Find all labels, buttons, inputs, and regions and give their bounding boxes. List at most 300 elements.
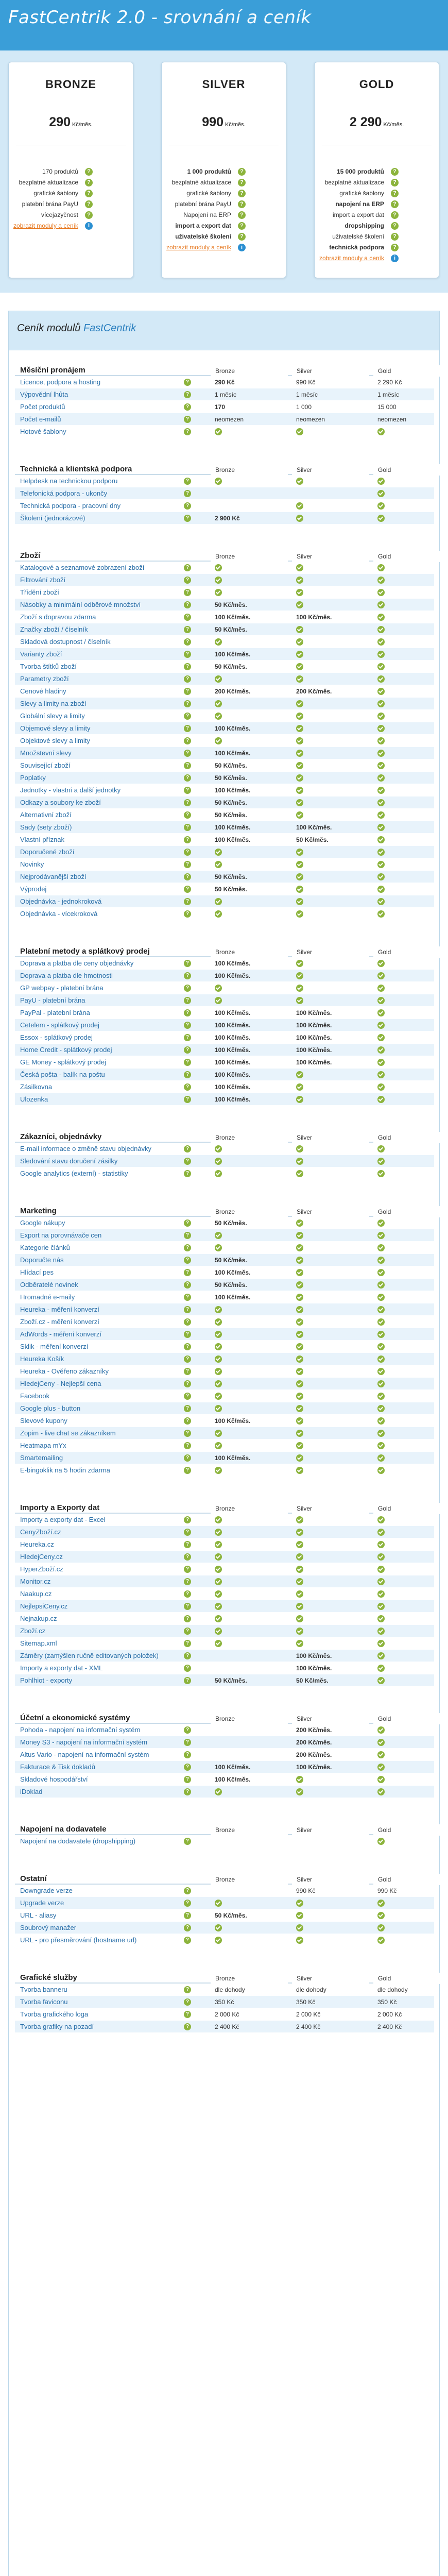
feature-link[interactable]: Pohlhiot - exporty <box>20 1676 73 1684</box>
cell-bronze <box>211 1922 222 1934</box>
feature-link[interactable]: Tvorba grafiky na pozadí <box>20 2023 94 2030</box>
help-icon[interactable]: ? <box>238 200 246 208</box>
help-icon[interactable]: ? <box>184 688 191 695</box>
cell-silver <box>292 611 332 623</box>
help-icon[interactable]: ? <box>184 886 191 893</box>
help-icon[interactable]: ? <box>184 787 191 794</box>
check-icon <box>215 1529 222 1536</box>
feature-link[interactable]: Zopim - live chat se zákazníkem <box>20 1429 116 1437</box>
feature-link[interactable]: Export na porovnávače cen <box>20 1231 102 1239</box>
cell-silver <box>292 735 303 747</box>
help-icon[interactable]: ? <box>184 626 191 633</box>
help-icon[interactable]: ? <box>184 651 191 658</box>
feature-link[interactable]: Facebook <box>20 1392 50 1400</box>
feature-link[interactable]: Poplatky <box>20 774 46 782</box>
help-icon[interactable]: ? <box>184 1467 191 1474</box>
help-icon[interactable]: ? <box>184 910 191 918</box>
help-icon[interactable]: ? <box>184 1924 191 1931</box>
cell-bronze <box>211 1514 222 1526</box>
help-icon[interactable]: ? <box>184 1219 191 1227</box>
check-icon <box>377 725 385 732</box>
feature-link[interactable]: Tvorba banneru <box>20 1986 67 1993</box>
feature-link[interactable]: Násobky a minimální odběrové množství <box>20 601 141 608</box>
help-icon[interactable]: ? <box>85 179 93 187</box>
help-icon[interactable]: ? <box>184 799 191 806</box>
help-icon[interactable]: ? <box>184 1529 191 1536</box>
help-icon[interactable]: ? <box>184 1244 191 1251</box>
help-icon[interactable]: ? <box>184 750 191 757</box>
plan-card-gold <box>314 62 439 278</box>
feature-link[interactable]: AdWords - měření konverzí <box>20 1330 101 1338</box>
feature-link[interactable]: Essox - splátkový prodej <box>20 1033 93 1041</box>
feature-link[interactable]: Money S3 - napojení na informační systém <box>20 1738 148 1746</box>
help-icon[interactable]: ? <box>391 211 399 219</box>
feature-link[interactable]: Zboží.cz - měření konverzí <box>20 1318 99 1326</box>
help-icon[interactable]: ? <box>184 379 191 386</box>
help-icon[interactable]: ? <box>184 515 191 522</box>
help-icon[interactable]: ? <box>184 502 191 510</box>
help-icon[interactable]: ? <box>184 725 191 732</box>
help-icon[interactable]: ? <box>85 168 93 176</box>
cell-gold <box>373 1242 385 1254</box>
help-icon[interactable]: ? <box>184 1393 191 1400</box>
cell-gold <box>373 413 406 426</box>
help-icon[interactable]: ? <box>184 1034 191 1041</box>
feature-link[interactable]: Alternativní zboží <box>20 811 72 819</box>
feature-link[interactable]: Objektové slevy a limity <box>20 737 90 744</box>
help-icon[interactable]: ? <box>184 1912 191 1919</box>
feature-link[interactable]: Skladové hospodářství <box>20 1775 88 1783</box>
feature-link[interactable]: Vlastní příznak <box>20 836 64 843</box>
cell-bronze <box>211 710 222 722</box>
help-icon[interactable]: ? <box>184 873 191 880</box>
help-icon[interactable]: ? <box>184 614 191 621</box>
help-icon[interactable]: ? <box>184 1096 191 1103</box>
help-icon[interactable]: ? <box>184 1022 191 1029</box>
feature-link[interactable]: Zboží.cz <box>20 1627 46 1635</box>
feature-link[interactable]: HledejCeny.cz <box>20 1553 63 1561</box>
feature-link[interactable]: iDoklad <box>20 1788 43 1795</box>
cell-value: 200 Kč/měs. <box>215 688 251 695</box>
check-icon <box>377 997 385 1004</box>
feature-link[interactable]: Doporučené zboží <box>20 848 75 856</box>
help-icon[interactable]: ? <box>184 1998 191 2006</box>
help-icon[interactable]: ? <box>184 972 191 979</box>
help-icon[interactable]: ? <box>184 1516 191 1523</box>
feature-link[interactable]: Napojení na dodavatele (dropshipping) <box>20 1837 136 1845</box>
help-icon[interactable]: ? <box>85 190 93 197</box>
feature-link[interactable]: Počet e-mailů <box>20 415 61 423</box>
feature-link[interactable]: Importy a exporty dat - Excel <box>20 1516 106 1523</box>
feature-link[interactable]: URL - pro přesměrování (hostname url) <box>20 1936 137 1944</box>
check-icon <box>377 601 385 608</box>
help-icon[interactable]: ? <box>184 1986 191 1993</box>
feature-link[interactable]: Školení (jednorázové) <box>20 514 85 522</box>
feature-link[interactable]: Odběratelé novinek <box>20 1281 78 1289</box>
help-icon[interactable]: ? <box>391 200 399 208</box>
help-icon[interactable]: ? <box>184 1318 191 1326</box>
feature-link[interactable]: Slevové kupony <box>20 1417 67 1425</box>
help-icon[interactable]: ? <box>184 1306 191 1313</box>
section-rows <box>15 1514 434 1687</box>
feature-link[interactable]: Tvorba štítků zboží <box>20 663 77 670</box>
help-icon[interactable]: ? <box>184 601 191 608</box>
feature-link[interactable]: Množstevní slevy <box>20 749 72 757</box>
feature-link[interactable]: Sklik - měření konverzí <box>20 1343 89 1350</box>
help-icon[interactable]: ? <box>184 1405 191 1412</box>
help-icon[interactable]: ? <box>184 1788 191 1795</box>
help-icon[interactable]: ? <box>184 1665 191 1672</box>
help-icon[interactable]: ? <box>184 1269 191 1276</box>
help-icon[interactable]: ? <box>184 1071 191 1078</box>
help-icon[interactable]: ? <box>184 836 191 843</box>
table-row <box>15 1563 434 1575</box>
help-icon[interactable]: ? <box>184 1294 191 1301</box>
help-icon[interactable]: ? <box>184 1083 191 1091</box>
help-icon[interactable]: ? <box>184 675 191 683</box>
cell-value: 1 000 <box>296 403 312 411</box>
cell-value: 100 Kč/měs. <box>215 614 251 621</box>
plan-modules-link[interactable] <box>315 253 439 264</box>
help-icon[interactable]: ? <box>184 960 191 967</box>
table-row <box>15 1897 434 1909</box>
help-icon[interactable]: ? <box>184 1640 191 1647</box>
cell-bronze <box>211 1650 215 1662</box>
check-icon <box>296 1318 303 1326</box>
help-icon[interactable]: ? <box>184 2023 191 2030</box>
help-icon[interactable]: ? <box>184 1887 191 1894</box>
feature-link[interactable]: Downgrade verze <box>20 1887 73 1894</box>
feature-link[interactable]: Heureka.cz <box>20 1540 54 1548</box>
feature-link[interactable]: Skladová dostupnost / číselník <box>20 638 111 646</box>
section-rows <box>15 1217 434 1477</box>
help-icon[interactable]: ? <box>184 1454 191 1462</box>
check-icon <box>377 886 385 893</box>
feature-link[interactable]: Objemové slevy a limity <box>20 724 91 732</box>
feature-link[interactable]: Home Credit - splátkový prodej <box>20 1046 112 1054</box>
help-icon[interactable]: ? <box>184 713 191 720</box>
cell-value: 100 Kč/měs. <box>215 1034 251 1041</box>
feature-link[interactable]: Google nákupy <box>20 1219 65 1227</box>
feature-link[interactable]: Licence, podpora a hosting <box>20 378 101 386</box>
help-icon[interactable]: ? <box>184 1937 191 1944</box>
help-icon[interactable]: ? <box>391 233 399 241</box>
help-icon[interactable]: ? <box>184 663 191 670</box>
feature-link[interactable]: Tvorba grafického loga <box>20 2010 89 2018</box>
cell-bronze <box>211 660 247 673</box>
help-icon[interactable]: ? <box>184 1380 191 1387</box>
help-icon[interactable]: ? <box>184 1170 191 1177</box>
help-icon[interactable]: ? <box>391 222 399 230</box>
help-icon[interactable]: ? <box>184 1603 191 1610</box>
help-icon[interactable]: ? <box>184 1368 191 1375</box>
feature-link[interactable]: Parametry zboží <box>20 675 69 683</box>
feature-link[interactable]: Filtrování zboží <box>20 576 66 584</box>
feature-link[interactable]: Počet produktů <box>20 403 65 411</box>
feature-link[interactable]: Sledování stavu doručení zásilky <box>20 1157 118 1165</box>
cell-silver <box>292 994 303 1007</box>
table-row <box>15 1081 434 1093</box>
help-icon[interactable]: ? <box>391 179 399 187</box>
help-icon[interactable]: ? <box>184 416 191 423</box>
check-icon <box>377 1726 385 1734</box>
feature-link[interactable]: Jednotky - vlastní a další jednotky <box>20 786 121 794</box>
help-icon[interactable]: ? <box>184 1059 191 1066</box>
help-icon[interactable]: ? <box>184 1566 191 1573</box>
info-icon[interactable]: i <box>391 255 399 262</box>
feature-link[interactable]: Související zboží <box>20 761 71 769</box>
help-icon[interactable]: ? <box>238 211 246 219</box>
help-icon[interactable]: ? <box>184 638 191 646</box>
column-header-silver: Silver <box>292 1713 369 1724</box>
help-icon[interactable]: ? <box>238 168 246 176</box>
help-icon[interactable]: ? <box>184 1776 191 1783</box>
feature-link[interactable]: Hromadné e-maily <box>20 1293 75 1301</box>
feature-link[interactable]: CenyZboží.cz <box>20 1528 61 1536</box>
cell-bronze <box>211 994 222 1007</box>
cell-value: 100 Kč/měs. <box>215 1294 251 1301</box>
feature-link[interactable]: Záměry (zamýšlen ručně editovaných položek) <box>20 1652 159 1659</box>
help-icon[interactable]: ? <box>391 190 399 197</box>
feature-link[interactable]: URL - aliasy <box>20 1911 57 1919</box>
help-icon[interactable]: ? <box>184 997 191 1004</box>
feature-link[interactable]: Zásilkovna <box>20 1083 53 1091</box>
cell-value: 100 Kč/měs. <box>215 651 251 658</box>
feature-link[interactable]: Doprava a platba dle ceny objednávky <box>20 959 134 967</box>
help-icon[interactable]: ? <box>184 1900 191 1907</box>
feature-link[interactable]: Globální slevy a limity <box>20 712 85 720</box>
help-icon[interactable]: ? <box>184 1652 191 1659</box>
feature-link[interactable]: Google plus - button <box>20 1404 81 1412</box>
help-icon[interactable]: ? <box>184 391 191 398</box>
cell-value: dle dohody <box>296 1986 326 1993</box>
feature-link[interactable]: Hlídací pes <box>20 1268 54 1276</box>
feature-link[interactable]: Sady (sety zboží) <box>20 823 72 831</box>
plan-feature <box>315 166 439 177</box>
feature-link[interactable]: Upgrade verze <box>20 1899 64 1907</box>
help-icon[interactable]: ? <box>184 1158 191 1165</box>
cell-gold <box>373 426 385 438</box>
feature-link[interactable]: Cetelem - splátkový prodej <box>20 1021 99 1029</box>
cell-bronze <box>211 1452 250 1464</box>
feature-link[interactable]: Technická podpora - pracovní dny <box>20 502 121 510</box>
help-icon[interactable]: ? <box>184 849 191 856</box>
cell-silver <box>292 586 303 599</box>
help-icon[interactable]: ? <box>184 762 191 769</box>
feature-link[interactable]: Cenové hladiny <box>20 687 66 695</box>
feature-link[interactable]: HyperZboží.cz <box>20 1565 63 1573</box>
cell-silver <box>292 1786 303 1798</box>
help-icon[interactable]: ? <box>184 1417 191 1425</box>
feature-link[interactable]: Monitor.cz <box>20 1578 51 1585</box>
feature-link[interactable]: Kategorie článků <box>20 1244 70 1251</box>
feature-link[interactable]: Výprodej <box>20 885 47 893</box>
help-icon[interactable]: ? <box>391 168 399 176</box>
help-icon[interactable]: ? <box>184 403 191 411</box>
feature-link[interactable]: Výpovědní lhůta <box>20 391 68 398</box>
help-icon[interactable]: ? <box>184 898 191 905</box>
feature-link[interactable]: Heatmapa mYx <box>20 1442 66 1449</box>
help-icon[interactable]: ? <box>184 737 191 744</box>
help-icon[interactable]: ? <box>238 190 246 197</box>
help-icon[interactable]: ? <box>184 1355 191 1363</box>
plan-card-bronze <box>8 62 133 278</box>
help-icon[interactable]: ? <box>184 1046 191 1054</box>
feature-link[interactable]: Objednávka - vícekroková <box>20 910 98 918</box>
cell-silver <box>292 1761 332 1773</box>
table-row <box>15 1266 434 1279</box>
help-icon[interactable]: ? <box>184 1343 191 1350</box>
feature-link[interactable]: Heureka - měření konverzí <box>20 1306 99 1313</box>
help-icon[interactable]: ? <box>184 1751 191 1758</box>
feature-link[interactable]: Nejprodávanější zboží <box>20 873 87 880</box>
help-icon[interactable]: ? <box>184 589 191 596</box>
check-icon <box>377 688 385 695</box>
help-icon[interactable]: ? <box>238 233 246 241</box>
feature-link[interactable]: Katalogové a seznamové zobrazení zboží <box>20 564 145 571</box>
feature-link[interactable]: Sitemap.xml <box>20 1639 57 1647</box>
feature-link[interactable]: PayPal - platební brána <box>20 1009 90 1016</box>
help-icon[interactable]: ? <box>184 1677 191 1684</box>
cell-value: 50 Kč/měs. <box>215 762 247 769</box>
help-icon[interactable]: ? <box>184 1442 191 1449</box>
help-icon[interactable]: ? <box>184 1553 191 1561</box>
cell-value: 2 000 Kč <box>215 2011 239 2018</box>
help-icon[interactable]: ? <box>184 1578 191 1585</box>
feature-link[interactable]: Doprava a platba dle hmotnosti <box>20 972 113 979</box>
feature-link[interactable]: Smartemailing <box>20 1454 63 1462</box>
feature-link[interactable]: Slevy a limity na zboží <box>20 700 87 707</box>
feature-link[interactable]: Google analytics (externí) - statistiky <box>20 1170 128 1177</box>
feature-link[interactable]: Helpdesk na technickou podporu <box>20 477 118 485</box>
help-icon[interactable]: ? <box>184 564 191 571</box>
feature-link[interactable]: Importy a exporty dat - XML <box>20 1664 103 1672</box>
help-icon[interactable]: ? <box>85 200 93 208</box>
feature-link[interactable]: Soubrový manažer <box>20 1924 77 1931</box>
help-icon[interactable]: ? <box>184 1628 191 1635</box>
feature-link[interactable]: Ulozenka <box>20 1095 48 1103</box>
check-icon <box>377 1937 385 1944</box>
plan-modules-link[interactable] <box>162 242 286 253</box>
cell-bronze <box>211 1724 215 1736</box>
help-icon[interactable]: ? <box>184 1590 191 1598</box>
feature-link[interactable]: Hotové šablony <box>20 428 66 435</box>
help-icon[interactable]: ? <box>184 1838 191 1845</box>
plan-name: BRONZE <box>45 78 96 91</box>
feature-link[interactable]: GE Money - splátkový prodej <box>20 1058 106 1066</box>
feature-link[interactable]: E-mail informace o změně stavu objednávky <box>20 1145 152 1153</box>
check-icon <box>377 1516 385 1523</box>
feature-link[interactable]: Tvorba faviconu <box>20 1998 68 2006</box>
help-icon[interactable]: ? <box>184 1331 191 1338</box>
help-icon[interactable]: ? <box>184 774 191 782</box>
check-icon <box>377 1294 385 1301</box>
feature-link[interactable]: Varianty zboží <box>20 650 62 658</box>
feature-link[interactable]: Zboží s dopravou zdarma <box>20 613 96 621</box>
help-icon[interactable]: ? <box>184 428 191 435</box>
feature-link[interactable]: Česká pošta - balík na poštu <box>20 1071 105 1078</box>
cell-gold <box>373 475 385 487</box>
help-icon[interactable]: ? <box>184 1541 191 1548</box>
feature-link[interactable]: Doporučte nás <box>20 1256 64 1264</box>
cell-gold <box>373 821 385 834</box>
feature-link[interactable]: Nejnakup.cz <box>20 1615 57 1622</box>
feature-link[interactable]: Odkazy a soubory ke zboží <box>20 799 101 806</box>
cell-value: 100 Kč/měs. <box>215 1071 251 1078</box>
check-icon <box>296 428 303 435</box>
feature-link[interactable]: Naakup.cz <box>20 1590 52 1598</box>
info-icon[interactable]: i <box>238 244 246 251</box>
help-icon[interactable]: ? <box>85 211 93 219</box>
feature-link[interactable]: NejlepsiCeny.cz <box>20 1602 68 1610</box>
feature-link[interactable]: Novinky <box>20 860 44 868</box>
check-icon <box>215 1158 222 1165</box>
help-icon[interactable]: ? <box>184 861 191 868</box>
feature-link[interactable]: PayU - platební brána <box>20 996 85 1004</box>
info-icon[interactable]: i <box>85 222 93 230</box>
help-icon[interactable]: ? <box>184 985 191 992</box>
help-icon[interactable]: ? <box>184 1726 191 1734</box>
feature-link[interactable]: HledejCeny - Nejlepší cena <box>20 1380 101 1387</box>
plan-modules-link[interactable] <box>9 221 133 231</box>
plan-feature-text: grafické šablony <box>339 190 384 197</box>
cell-bronze <box>211 1365 222 1378</box>
help-icon[interactable]: ? <box>184 1764 191 1771</box>
feature-link[interactable]: Telefonická podpora - ukončy <box>20 489 108 497</box>
feature-link[interactable]: Altus Vario - napojení na informační systém <box>20 1751 149 1758</box>
help-icon[interactable]: ? <box>184 811 191 819</box>
feature-link[interactable]: Značky zboží / číselník <box>20 625 88 633</box>
help-icon[interactable]: ? <box>184 1257 191 1264</box>
section-header <box>15 1204 434 1217</box>
cell-bronze <box>211 685 250 698</box>
help-icon[interactable]: ? <box>391 244 399 251</box>
feature-link[interactable]: Třídění zboží <box>20 588 59 596</box>
cell-value: 170 <box>215 403 226 411</box>
help-icon[interactable]: ? <box>238 222 246 230</box>
section-header <box>15 1710 434 1724</box>
cell-bronze <box>211 1625 222 1637</box>
help-icon[interactable]: ? <box>184 1739 191 1746</box>
plan-feature-text: import a export dat <box>332 211 384 218</box>
help-icon[interactable]: ? <box>184 700 191 707</box>
table-row <box>15 1390 434 1402</box>
feature-link[interactable]: Heureka - Ověřeno zákazníky <box>20 1367 109 1375</box>
cell-silver <box>292 1316 303 1328</box>
help-icon[interactable]: ? <box>184 478 191 485</box>
feature-link[interactable]: Pohoda - napojení na informační systém <box>20 1726 141 1734</box>
help-icon[interactable]: ? <box>184 490 191 497</box>
help-icon[interactable]: ? <box>184 1232 191 1239</box>
help-icon[interactable]: ? <box>238 179 246 187</box>
cell-silver <box>292 883 303 895</box>
help-icon[interactable]: ? <box>184 824 191 831</box>
help-icon[interactable]: ? <box>184 2011 191 2018</box>
feature-link[interactable]: GP webpay - platební brána <box>20 984 104 992</box>
feature-link[interactable]: Heureka Košík <box>20 1355 64 1363</box>
help-icon[interactable]: ? <box>184 1009 191 1016</box>
cell-gold <box>373 1069 385 1081</box>
help-icon[interactable]: ? <box>184 577 191 584</box>
feature-link[interactable]: Fakturace & Tisk dokladů <box>20 1763 95 1771</box>
feature-link[interactable]: E-bingoklik na 5 hodin zdarma <box>20 1466 110 1474</box>
help-icon[interactable]: ? <box>184 1430 191 1437</box>
help-icon[interactable]: ? <box>184 1281 191 1289</box>
help-icon[interactable]: ? <box>184 1615 191 1622</box>
help-icon[interactable]: ? <box>184 1145 191 1153</box>
plan-feature-text: zobrazit moduly a ceník <box>166 244 231 251</box>
feature-link[interactable]: Objednávka - jednokroková <box>20 897 102 905</box>
